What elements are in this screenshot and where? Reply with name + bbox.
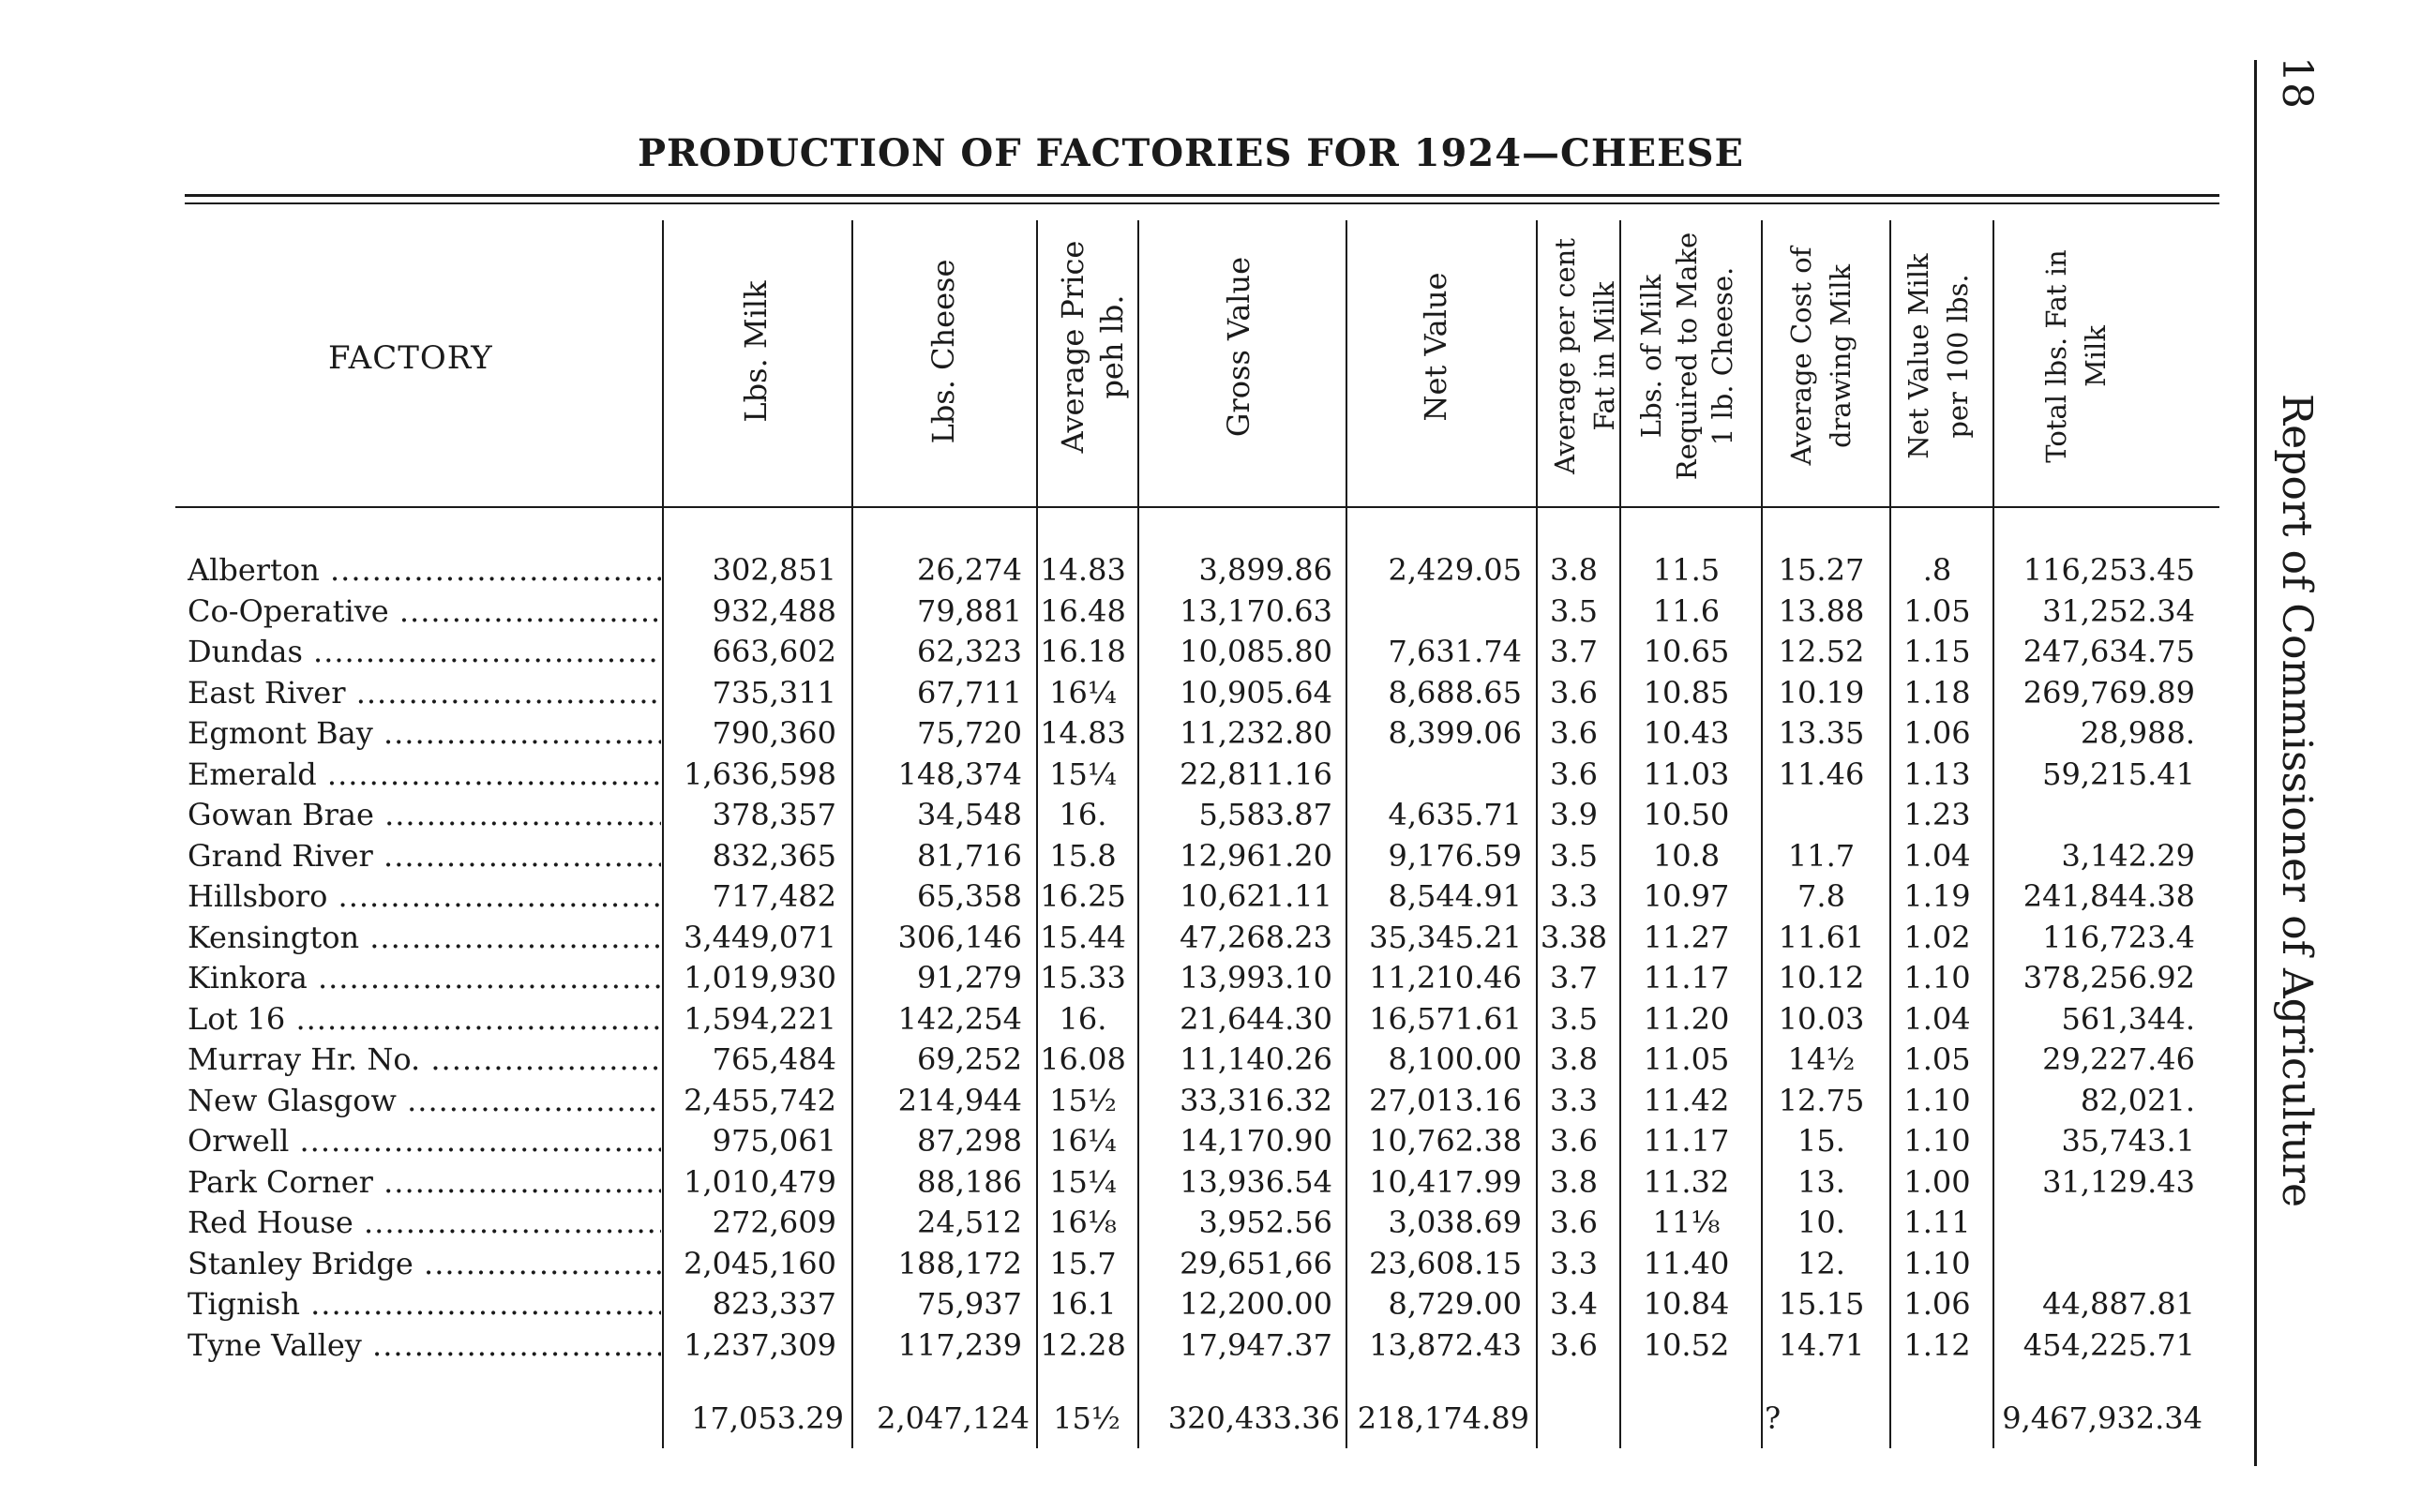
cell-net-value: 8,544.91 xyxy=(1388,878,1522,914)
cell-lbs-milk: 1,594,221 xyxy=(684,1000,836,1037)
cell-net-value-milk: 1.02 xyxy=(1903,919,1971,955)
cell-lbs-milk: 663,602 xyxy=(712,634,836,669)
factory-name: Kensington ..... xyxy=(188,918,661,958)
cell-lbs-milk: 932,488 xyxy=(712,592,836,629)
cell-gross-value: 12,200.00 xyxy=(1180,1286,1332,1322)
header-lbs-cheese-line-1: Lbs. Cheese xyxy=(925,259,961,444)
table-row xyxy=(0,795,2250,835)
cell-lbs-cheese: 34,548 xyxy=(917,797,1022,832)
cell-average-fat: 3.7 xyxy=(1550,960,1598,996)
total-gross-value: 320,433.36 xyxy=(1167,1400,1340,1436)
cell-average-cost: 15.15 xyxy=(1778,1286,1865,1322)
cell-net-value: 23,608.15 xyxy=(1369,1245,1522,1281)
cell-net-value-milk: 1.10 xyxy=(1903,1123,1971,1159)
cell-net-value: 3,038.69 xyxy=(1388,1205,1522,1240)
factory-name: Tyne Valley ..... xyxy=(188,1325,661,1366)
cell-milk-required: 10.50 xyxy=(1643,797,1730,832)
table-row xyxy=(0,755,2250,795)
cell-gross-value: 13,993.10 xyxy=(1180,960,1332,996)
cell-average-cost: 13. xyxy=(1797,1163,1845,1200)
header-milk-required-line-3: 1 lb. Cheese. xyxy=(1707,266,1738,446)
cell-average-fat: 3.7 xyxy=(1550,634,1598,669)
cell-gross-value: 47,268.23 xyxy=(1180,919,1332,955)
factory-name: Orwell ..... xyxy=(188,1121,661,1161)
table-row xyxy=(0,632,2250,672)
header-total-fat-line-1: Total lbs. Fat in xyxy=(2040,249,2072,463)
cell-gross-value: 10,085.80 xyxy=(1180,634,1332,669)
page-title: PRODUCTION OF FACTORIES FOR 1924—CHEESE xyxy=(637,131,1745,175)
header-milk-required xyxy=(1633,216,1740,497)
cell-milk-required: 11.42 xyxy=(1643,1082,1730,1118)
cell-lbs-cheese: 62,323 xyxy=(917,634,1022,669)
cell-total-fat: 116,723.4 xyxy=(2042,919,2195,955)
cell-lbs-cheese: 117,239 xyxy=(897,1326,1022,1363)
table-row xyxy=(0,1284,2250,1325)
cell-average-cost: 13.88 xyxy=(1778,592,1865,629)
factory-name: Red House ..... xyxy=(188,1203,661,1243)
cell-milk-required: 11⅛ xyxy=(1652,1205,1721,1240)
cell-lbs-milk: 765,484 xyxy=(712,1041,836,1077)
cell-total-fat: 378,256.92 xyxy=(2022,960,2195,996)
cell-gross-value: 21,644.30 xyxy=(1180,1000,1332,1037)
cell-average-fat: 3.9 xyxy=(1550,797,1598,832)
cell-net-value: 10,417.99 xyxy=(1369,1163,1522,1200)
factory-name: New Glasgow ..... xyxy=(188,1081,661,1121)
cell-lbs-milk: 272,609 xyxy=(712,1205,836,1240)
cell-lbs-milk: 717,482 xyxy=(712,878,836,914)
table-row xyxy=(0,713,2250,754)
cell-net-value: 8,729.00 xyxy=(1388,1286,1522,1322)
cell-average-price: 16.1 xyxy=(1049,1286,1117,1322)
cell-average-fat: 3.3 xyxy=(1550,1245,1598,1281)
cell-average-cost: 10.19 xyxy=(1778,674,1865,711)
header-net-value-milk xyxy=(1899,216,1977,497)
cell-lbs-milk: 735,311 xyxy=(712,674,836,711)
cell-net-value: 4,635.71 xyxy=(1388,797,1522,832)
cell-lbs-cheese: 148,374 xyxy=(897,756,1022,792)
cell-average-cost: 7.8 xyxy=(1797,878,1845,914)
cell-net-value-milk: 1.05 xyxy=(1903,592,1971,629)
cell-lbs-milk: 1,010,479 xyxy=(684,1163,836,1200)
cell-lbs-cheese: 81,716 xyxy=(917,837,1022,874)
cell-net-value: 2,429.05 xyxy=(1388,552,1522,588)
cell-lbs-cheese: 75,937 xyxy=(917,1286,1022,1322)
factory-name: Stanley Bridge ..... xyxy=(188,1244,661,1284)
cell-average-price: 16⅛ xyxy=(1049,1205,1117,1240)
cell-net-value-milk: 1.05 xyxy=(1903,1041,1971,1077)
cell-net-value: 8,399.06 xyxy=(1388,715,1522,751)
cell-lbs-cheese: 91,279 xyxy=(917,960,1022,996)
cell-lbs-milk: 975,061 xyxy=(712,1123,836,1159)
cell-gross-value: 3,952.56 xyxy=(1198,1205,1332,1240)
header-average-cost xyxy=(1782,216,1860,497)
cell-average-fat: 3.8 xyxy=(1550,1041,1598,1077)
top-rule-1 xyxy=(185,194,2219,197)
cell-net-value: 35,345.21 xyxy=(1369,919,1522,955)
header-total-fat-line-2: Milk xyxy=(2080,325,2112,387)
cell-average-fat: 3.6 xyxy=(1550,715,1598,751)
table-row xyxy=(0,1162,2250,1203)
cell-average-cost: 15.27 xyxy=(1778,552,1865,588)
table-row xyxy=(0,1040,2250,1080)
cell-lbs-cheese: 188,172 xyxy=(897,1245,1022,1281)
running-head-title: Report of Commissioner of Agriculture xyxy=(2273,394,2321,1208)
factory-name: Alberton ..... xyxy=(188,550,661,591)
header-bottom-rule xyxy=(175,506,2219,508)
cell-lbs-milk: 790,360 xyxy=(712,715,836,751)
table-row xyxy=(0,1325,2250,1366)
factory-name: Emerald ..... xyxy=(188,755,661,795)
cell-average-price: 16.18 xyxy=(1040,634,1126,669)
factory-name: Park Corner ..... xyxy=(188,1162,661,1203)
cell-net-value-milk: 1.23 xyxy=(1903,797,1971,832)
cell-lbs-cheese: 79,881 xyxy=(917,592,1022,629)
cell-average-fat: 3.6 xyxy=(1550,674,1598,711)
factory-name: Dundas ..... xyxy=(188,632,661,672)
header-average-fat-line-2: Fat in Milk xyxy=(1588,281,1620,431)
cell-milk-required: 11.17 xyxy=(1643,960,1730,996)
cell-milk-required: 10.84 xyxy=(1643,1286,1730,1322)
cell-lbs-cheese: 75,720 xyxy=(917,715,1022,751)
cell-lbs-milk: 302,851 xyxy=(712,552,836,588)
header-average-price-line-1: Average Price xyxy=(1055,240,1090,454)
cell-lbs-milk: 378,357 xyxy=(712,797,836,832)
cell-total-fat: 31,129.43 xyxy=(2042,1163,2195,1200)
cell-net-value-milk: 1.11 xyxy=(1903,1205,1971,1240)
cell-total-fat: 44,887.81 xyxy=(2042,1286,2195,1322)
cell-average-price: 15¼ xyxy=(1049,756,1117,792)
cell-average-price: 15½ xyxy=(1049,1082,1117,1118)
cell-average-cost: 10.12 xyxy=(1778,960,1865,996)
cell-milk-required: 10.52 xyxy=(1643,1326,1730,1363)
cell-average-fat: 3.5 xyxy=(1550,1000,1598,1037)
cell-gross-value: 33,316.32 xyxy=(1180,1082,1332,1118)
top-rule-2 xyxy=(185,202,2219,204)
table-row xyxy=(0,958,2250,998)
table-row xyxy=(0,1121,2250,1161)
factory-name: Murray Hr. No. ..... xyxy=(188,1040,661,1080)
cell-total-fat: 3,142.29 xyxy=(2061,837,2195,874)
cell-average-fat: 3.4 xyxy=(1550,1286,1598,1322)
header-net-value-line-1: Net Value xyxy=(1418,272,1453,422)
factory-name: East River ..... xyxy=(188,673,661,713)
cell-average-cost: 12.75 xyxy=(1778,1082,1865,1118)
table-row xyxy=(0,1081,2250,1121)
cell-lbs-cheese: 87,298 xyxy=(917,1123,1022,1159)
cell-total-fat: 31,252.34 xyxy=(2042,592,2195,629)
cell-net-value-milk: 1.10 xyxy=(1903,960,1971,996)
cell-average-cost: 14½ xyxy=(1787,1041,1856,1077)
cell-milk-required: 11.03 xyxy=(1643,756,1730,792)
factory-name: Grand River ..... xyxy=(188,836,661,876)
cell-average-cost: 11.46 xyxy=(1778,756,1865,792)
cell-net-value-milk: 1.12 xyxy=(1903,1326,1971,1363)
cell-average-fat: 3.8 xyxy=(1550,552,1598,588)
cell-net-value: 10,762.38 xyxy=(1369,1123,1522,1159)
cell-average-cost: 10. xyxy=(1797,1205,1845,1240)
cell-net-value-milk: 1.15 xyxy=(1903,634,1971,669)
cell-lbs-milk: 1,237,309 xyxy=(684,1326,836,1363)
cell-average-cost: 14.71 xyxy=(1778,1326,1865,1363)
cell-average-fat: 3.6 xyxy=(1550,1326,1598,1363)
cell-lbs-milk: 1,636,598 xyxy=(684,756,836,792)
cell-lbs-cheese: 214,944 xyxy=(897,1082,1022,1118)
header-net-value-milk-line-1: Net Value Milk xyxy=(1902,253,1934,459)
cell-average-price: 16.08 xyxy=(1040,1041,1126,1077)
cell-gross-value: 13,170.63 xyxy=(1180,592,1332,629)
table-row xyxy=(0,999,2250,1040)
cell-lbs-cheese: 69,252 xyxy=(917,1041,1022,1077)
cell-milk-required: 11.20 xyxy=(1643,1000,1730,1037)
cell-lbs-cheese: 67,711 xyxy=(917,674,1022,711)
cell-total-fat: 247,634.75 xyxy=(2022,634,2195,669)
cell-gross-value: 12,961.20 xyxy=(1180,837,1332,874)
cell-net-value-milk: 1.04 xyxy=(1903,837,1971,874)
cell-milk-required: 10.8 xyxy=(1652,837,1721,874)
table-row xyxy=(0,673,2250,713)
header-gross-value xyxy=(1219,225,1258,469)
cell-milk-required: 11.17 xyxy=(1643,1123,1730,1159)
total-average-price: 15½ xyxy=(1053,1400,1120,1436)
header-average-cost-line-1: Average Cost of xyxy=(1785,247,1817,466)
cell-total-fat: 29,227.46 xyxy=(2042,1041,2195,1077)
cell-total-fat: 28,988. xyxy=(2080,715,2195,751)
cell-average-fat: 3.6 xyxy=(1550,1123,1598,1159)
cell-lbs-milk: 3,449,071 xyxy=(684,919,836,955)
cell-lbs-milk: 832,365 xyxy=(712,837,836,874)
cell-net-value-milk: 1.19 xyxy=(1903,878,1971,914)
cell-net-value-milk: 1.06 xyxy=(1903,1286,1971,1322)
cell-lbs-cheese: 88,186 xyxy=(917,1163,1022,1200)
cell-lbs-milk: 2,045,160 xyxy=(684,1245,836,1281)
cell-net-value-milk: 1.18 xyxy=(1903,674,1971,711)
factory-name: Lot 16 ..... xyxy=(188,999,661,1040)
cell-milk-required: 11.32 xyxy=(1643,1163,1730,1200)
header-net-value xyxy=(1416,225,1455,469)
table-row xyxy=(0,918,2250,958)
cell-average-price: 16. xyxy=(1059,1000,1107,1037)
cell-net-value: 13,872.43 xyxy=(1369,1326,1522,1363)
factory-name: Kinkora ..... xyxy=(188,958,661,998)
cell-average-fat: 3.5 xyxy=(1550,837,1598,874)
cell-average-fat: 3.6 xyxy=(1550,1205,1598,1240)
table-row xyxy=(0,591,2250,632)
cell-average-cost: 12.52 xyxy=(1778,634,1865,669)
cell-gross-value: 11,232.80 xyxy=(1180,715,1332,751)
cell-net-value-milk: 1.00 xyxy=(1903,1163,1971,1200)
cell-average-cost: 11.61 xyxy=(1778,919,1865,955)
margin-rule xyxy=(2254,60,2257,1466)
cell-average-price: 15.33 xyxy=(1040,960,1126,996)
total-net-value: 218,174.89 xyxy=(1357,1400,1529,1436)
header-milk-required-line-2: Required to Make xyxy=(1671,232,1703,481)
cell-milk-required: 11.5 xyxy=(1652,552,1721,588)
cell-milk-required: 11.6 xyxy=(1652,592,1721,629)
cell-average-price: 15¼ xyxy=(1049,1163,1117,1200)
cell-total-fat: 35,743.1 xyxy=(2061,1123,2195,1159)
table-row xyxy=(0,1244,2250,1284)
cell-lbs-cheese: 24,512 xyxy=(917,1205,1022,1240)
header-average-fat xyxy=(1545,216,1624,497)
total-average-cost: ? xyxy=(1765,1400,1782,1436)
cell-milk-required: 11.05 xyxy=(1643,1041,1730,1077)
header-average-fat-line-1: Average per cent xyxy=(1549,238,1581,474)
table-row xyxy=(0,550,2250,591)
cell-total-fat: 454,225.71 xyxy=(2022,1326,2195,1363)
cell-average-price: 12.28 xyxy=(1040,1326,1126,1363)
cell-average-cost: 11.7 xyxy=(1787,837,1856,874)
cell-average-fat: 3.8 xyxy=(1550,1163,1598,1200)
page-number: 18 xyxy=(2273,56,2321,109)
cell-net-value: 7,631.74 xyxy=(1388,634,1522,669)
cell-net-value: 16,571.61 xyxy=(1369,1000,1522,1037)
cell-average-fat: 3.5 xyxy=(1550,592,1598,629)
factory-header: FACTORY xyxy=(328,339,493,377)
cell-total-fat: 561,344. xyxy=(2061,1000,2195,1037)
cell-gross-value: 29,651,66 xyxy=(1180,1245,1332,1281)
factory-name: Tignish ..... xyxy=(188,1284,661,1325)
cell-total-fat: 269,769.89 xyxy=(2022,674,2195,711)
cell-average-price: 16. xyxy=(1059,797,1107,832)
cell-average-price: 16¼ xyxy=(1049,1123,1117,1159)
cell-average-cost: 13.35 xyxy=(1778,715,1865,751)
cell-net-value-milk: 1.06 xyxy=(1903,715,1971,751)
cell-lbs-cheese: 142,254 xyxy=(897,1000,1022,1037)
cell-gross-value: 3,899.86 xyxy=(1198,552,1332,588)
cell-average-fat: 3.38 xyxy=(1540,919,1608,955)
factory-name: Egmont Bay ..... xyxy=(188,713,661,754)
cell-net-value-milk: 1.10 xyxy=(1903,1245,1971,1281)
cell-gross-value: 10,621.11 xyxy=(1180,878,1332,914)
header-milk-required-line-1: Lbs. of Milk xyxy=(1635,274,1667,439)
cell-total-fat: 116,253.45 xyxy=(2022,552,2195,588)
cell-milk-required: 10.85 xyxy=(1643,674,1730,711)
cell-average-price: 16¼ xyxy=(1049,674,1117,711)
cell-gross-value: 22,811.16 xyxy=(1180,756,1332,792)
header-net-value-milk-line-2: per 100 lbs. xyxy=(1942,274,1974,439)
header-lbs-milk xyxy=(736,234,775,469)
cell-gross-value: 14,170.90 xyxy=(1180,1123,1332,1159)
cell-lbs-cheese: 306,146 xyxy=(897,919,1022,955)
header-total-fat xyxy=(2037,216,2115,497)
cell-average-price: 15.7 xyxy=(1049,1245,1117,1281)
cell-average-price: 14.83 xyxy=(1040,552,1126,588)
totals-row xyxy=(0,1399,2250,1439)
cell-net-value-milk: 1.13 xyxy=(1903,756,1971,792)
cell-gross-value: 13,936.54 xyxy=(1180,1163,1332,1200)
header-lbs-milk-line-1: Lbs. Milk xyxy=(738,280,774,423)
header-average-cost-line-2: drawing Milk xyxy=(1825,263,1857,449)
cell-total-fat: 241,844.38 xyxy=(2022,878,2195,914)
cell-net-value: 8,100.00 xyxy=(1388,1041,1522,1077)
cell-gross-value: 10,905.64 xyxy=(1180,674,1332,711)
cell-lbs-milk: 2,455,742 xyxy=(684,1082,836,1118)
cell-net-value-milk: 1.10 xyxy=(1903,1082,1971,1118)
cell-average-fat: 3.3 xyxy=(1550,878,1598,914)
cell-milk-required: 10.65 xyxy=(1643,634,1730,669)
table-row xyxy=(0,836,2250,876)
cell-average-cost: 15. xyxy=(1797,1123,1845,1159)
cell-net-value-milk: .8 xyxy=(1922,552,1952,588)
cell-lbs-milk: 823,337 xyxy=(712,1286,836,1322)
header-lbs-cheese xyxy=(924,234,963,469)
header-average-price xyxy=(1053,225,1132,469)
cell-average-price: 15.44 xyxy=(1040,919,1126,955)
header-gross-value-line-1: Gross Value xyxy=(1221,256,1256,438)
cell-average-price: 14.83 xyxy=(1040,715,1126,751)
table-row xyxy=(0,876,2250,917)
cell-average-cost: 10.03 xyxy=(1778,1000,1865,1037)
cell-average-fat: 3.6 xyxy=(1550,756,1598,792)
cell-gross-value: 17,947.37 xyxy=(1180,1326,1332,1363)
cell-average-fat: 3.3 xyxy=(1550,1082,1598,1118)
cell-net-value: 11,210.46 xyxy=(1369,960,1522,996)
cell-lbs-milk: 1,019,930 xyxy=(684,960,836,996)
cell-milk-required: 11.40 xyxy=(1643,1245,1730,1281)
total-lbs-cheese: 2,047,124 xyxy=(877,1400,1030,1436)
table-row xyxy=(0,1203,2250,1243)
cell-average-cost: 12. xyxy=(1797,1245,1845,1281)
cell-average-price: 16.48 xyxy=(1040,592,1126,629)
cell-net-value-milk: 1.04 xyxy=(1903,1000,1971,1037)
cell-net-value: 8,688.65 xyxy=(1388,674,1522,711)
cell-total-fat: 59,215.41 xyxy=(2042,756,2195,792)
factory-name: Co-Operative ..... xyxy=(188,591,661,632)
cell-average-price: 15.8 xyxy=(1049,837,1117,874)
header-average-price-line-2: peh lb. xyxy=(1094,294,1130,399)
total-lbs-milk: 17,053.29 xyxy=(691,1400,844,1436)
factory-name: Gowan Brae ..... xyxy=(188,795,661,835)
factory-name: Hillsboro ..... xyxy=(188,876,661,917)
cell-gross-value: 5,583.87 xyxy=(1198,797,1332,832)
cell-milk-required: 10.97 xyxy=(1643,878,1730,914)
cell-lbs-cheese: 65,358 xyxy=(917,878,1022,914)
cell-lbs-cheese: 26,274 xyxy=(917,552,1022,588)
cell-milk-required: 10.43 xyxy=(1643,715,1730,751)
cell-gross-value: 11,140.26 xyxy=(1180,1041,1332,1077)
cell-milk-required: 11.27 xyxy=(1643,919,1730,955)
cell-total-fat: 82,021. xyxy=(2080,1082,2195,1118)
cell-net-value: 9,176.59 xyxy=(1388,837,1522,874)
total-fat: 9,467,932.34 xyxy=(2002,1400,2203,1436)
cell-average-price: 16.25 xyxy=(1040,878,1126,914)
cell-net-value: 27,013.16 xyxy=(1369,1082,1522,1118)
